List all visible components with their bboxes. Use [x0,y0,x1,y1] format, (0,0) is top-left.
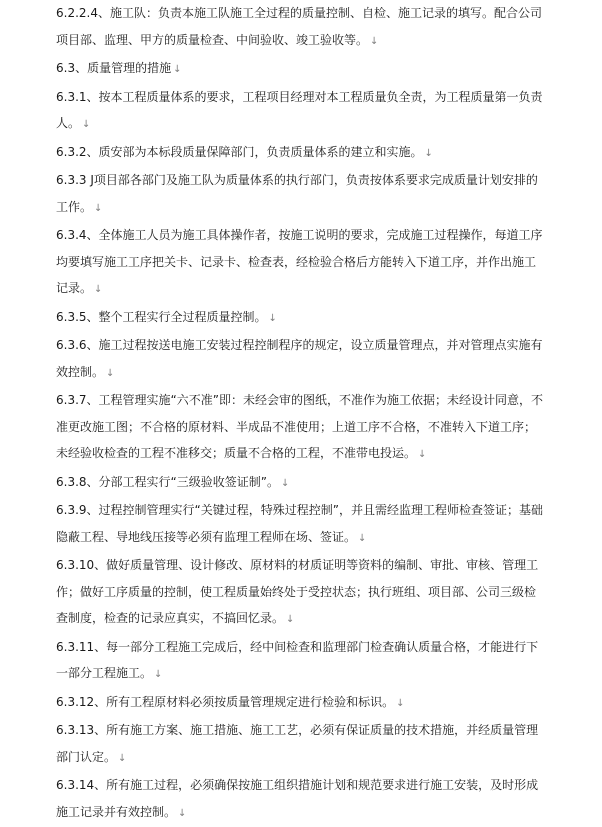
paragraph-mark-icon: ↓ [94,284,103,295]
paragraph-mark-icon: ↓ [154,669,163,680]
paragraph-6-3-7 [56,387,546,469]
paragraph-6-3-2 [56,139,546,168]
paragraph-6-3-3 [56,167,546,222]
paragraph-text: 6.3.8、分部工程实行“三级验收签证制”。 [56,474,279,489]
paragraph-6-3-5 [56,304,546,333]
paragraph-text: 6.3.5、整个工程实行全过程质量控制。 [56,309,267,324]
paragraph-text: 6.3、质量管理的措施 [56,61,172,75]
paragraph-text: 6.3.9、过程控制管理实行“关键过程，特殊过程控制”，并且需经监理工程师检查签证；基础隐蔽工程、导地线压接等必须有监理工程师在场、签证。 [56,503,543,544]
paragraph-mark-icon: ↓ [268,312,277,324]
paragraph-text: 6.3.10、做好质量管理、设计修改、原材料的材质证明等资料的编制、审批、审核、管理工作；做好工序质量的控制，使工程质量始终处于受控状态；执行班组、项目部、公司三级检查制度，检查的记录应真实，不搞回忆录。 [56,558,539,625]
paragraph-mark-icon: ↓ [358,532,367,544]
paragraph-6-2-2-4 [56,0,546,55]
paragraph-6-3-1 [56,84,546,139]
paragraph-mark-icon: ↓ [106,367,115,379]
paragraph-6-3-13 [56,717,546,772]
paragraph-text: 6.3.11、每一部分工程施工完成后，经中间检查和监理部门检查确认质量合格，才能进行下一部分工程施工。 [56,639,539,680]
paragraph-text: 6.3.12、所有工程原材料必须按质量管理规定进行检验和标识。 [56,694,395,709]
paragraph-6-3-11 [56,634,546,689]
paragraph-6-3-9 [56,497,546,552]
paragraph-6-3 [56,55,546,84]
paragraph-text: 6.2.2.4、施工队：负责本施工队施工全过程的质量控制、自检、施工记录的填写。配合公司项目部、监理、甲方的质量检查、中间验收、竣工验收等。 [56,6,542,47]
paragraph-6-3-6 [56,332,546,387]
paragraph-mark-icon: ↓ [396,697,405,709]
paragraph-text: 6.3.1、按本工程质量体系的要求，工程项目经理对本工程质量负全责，为工程质量第一负责人。 [56,89,543,130]
paragraph-mark-icon: ↓ [280,477,290,489]
paragraph-6-3-8 [56,469,546,498]
paragraph-6-3-10 [56,552,546,634]
paragraph-mark-icon: ↓ [82,119,91,130]
paragraph-mark-icon: ↓ [418,449,427,460]
paragraph-text: 6.3.4、全体施工人员为施工具体操作者，按施工说明的要求，完成施工过程操作，每道工序均要填写施工工序把关卡、记录卡、检查表，经检验合格后方能转入下道工序，并作出施工记录。 [56,228,543,295]
paragraph-6-3-12 [56,689,546,718]
document-body [56,0,546,827]
paragraph-6-3-14 [56,772,546,827]
paragraph-text: 6.3.14、所有施工过程，必须确保按施工组织措施计划和规范要求进行施工安装，及时形成施工记录并有效控制。 [56,778,539,819]
paragraph-mark-icon: ↓ [178,807,187,819]
paragraph-mark-icon: ↓ [118,752,127,764]
paragraph-text: 6.3.7、工程管理实施“六不准”即：未经会审的图纸，不准作为施工依据；未经设计同意，不准更改施工图；不合格的原材料、半成品不准使用；上道工序不合格，不准转入下道工序；未经验收检查的工程不准移交；质量不合格的工程，不准带电投运。 [56,393,543,460]
paragraph-mark-icon: ↓ [94,202,103,214]
paragraph-mark-icon: ↓ [173,64,182,75]
paragraph-text: 6.3.3 J项目部各部门及施工队为质量体系的执行部门，负责按体系要求完成质量计划安排的工作。 [56,173,538,214]
paragraph-text: 6.3.2、质安部为本标段质量保障部门，负责质量体系的建立和实施。 [56,144,423,159]
paragraph-text: 6.3.6、施工过程按送电施工安装过程控制程序的规定，设立质量管理点，并对管理点实施有效控制。 [56,338,543,379]
paragraph-mark-icon: ↓ [286,614,295,625]
paragraph-mark-icon: ↓ [370,35,379,47]
paragraph-mark-icon: ↓ [424,147,433,159]
paragraph-6-3-4 [56,222,546,304]
paragraph-text: 6.3.13、所有施工方案、施工措施、施工工艺，必须有保证质量的技术措施，并经质量管理部门认定。 [56,723,539,764]
